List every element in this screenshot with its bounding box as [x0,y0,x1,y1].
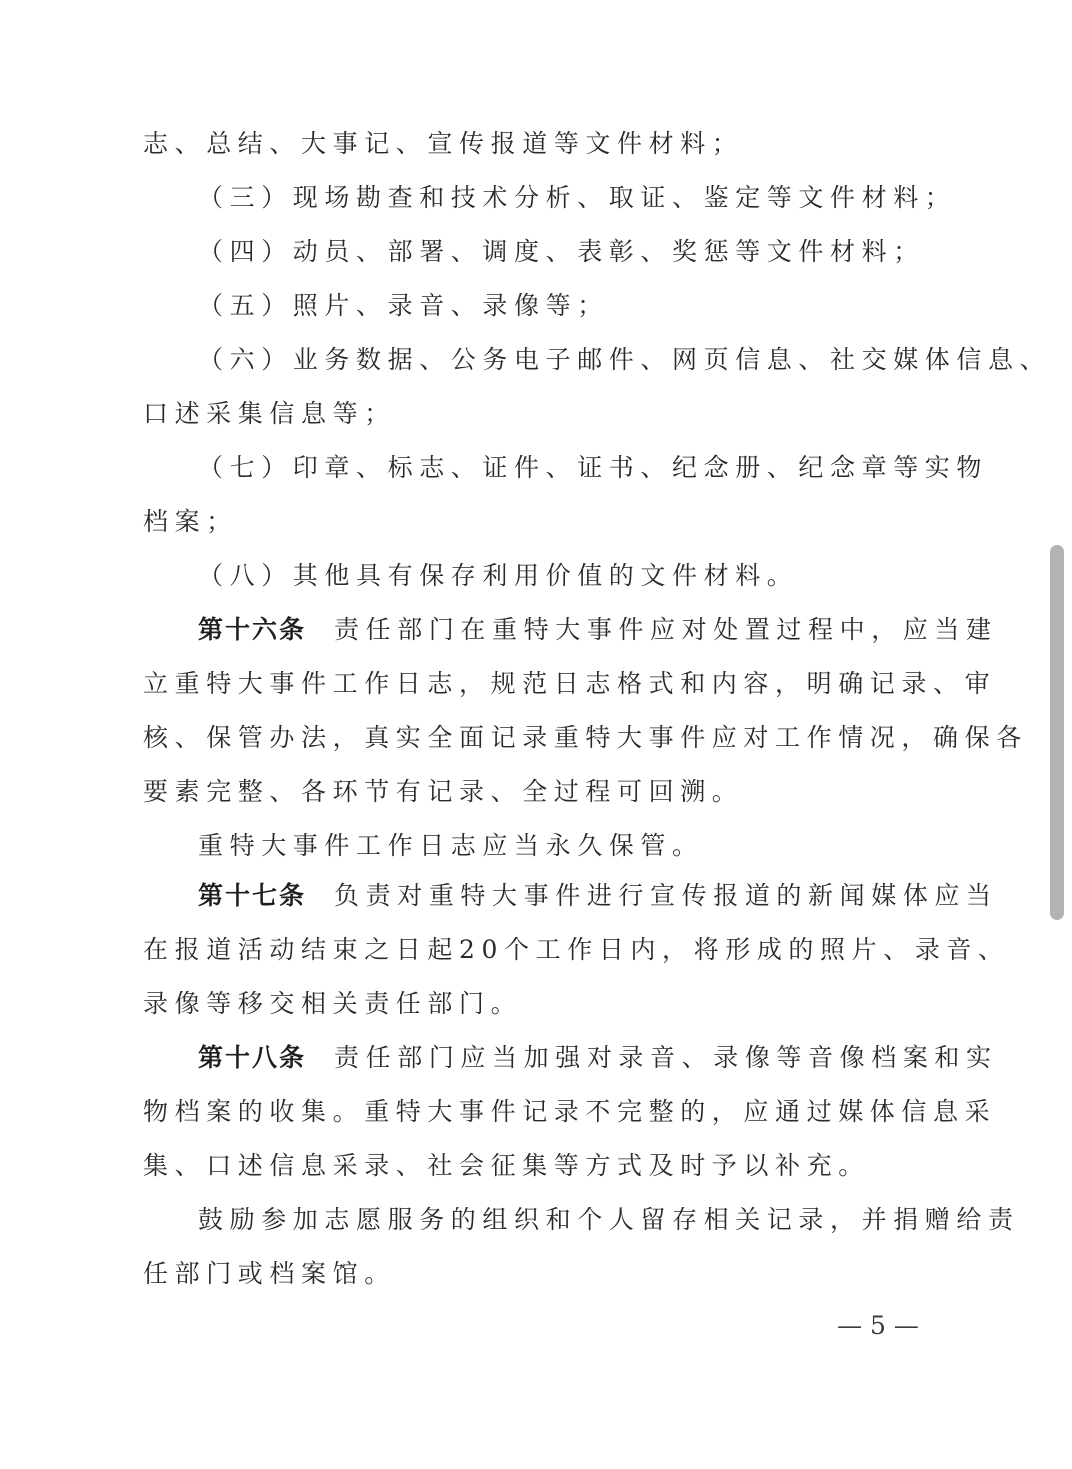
list-item-8: （八）其他具有保存利用价值的文件材料。 [198,561,799,590]
article-16-first-line [198,603,998,657]
article-17-first-line [198,869,998,923]
text-line: 任部门或档案馆。 [143,1259,396,1288]
text-line: 志、总结、大事记、宣传报道等文件材料； [143,129,744,158]
article-16-label: 第十六条 [198,615,307,644]
paragraph-first-line: 重特大事件工作日志应当永久保管。 [198,831,704,860]
article-18-first-line [198,1031,998,1085]
text-line: 立重特大事件工作日志，规范日志格式和内容，明确记录、审 [143,669,997,698]
list-item-7: （七）印章、标志、证件、证书、纪念册、纪念章等实物 [198,453,989,482]
list-item-3: （三）现场勘查和技术分析、取证、鉴定等文件材料； [198,183,957,212]
page-number: — 5 — [837,1311,919,1340]
article-17-text: 负责对重特大事件进行宣传报道的新闻媒体应当 [334,881,998,910]
text-line: 物档案的收集。重特大事件记录不完整的，应通过媒体信息采 [143,1097,997,1126]
text-line: 核、保管办法，真实全面记录重特大事件应对工作情况，确保各 [143,723,1028,752]
article-16-text: 责任部门在重特大事件应对处置过程中，应当建 [334,615,998,644]
text-line: 集、口述信息采录、社会征集等方式及时予以补充。 [143,1151,870,1180]
vertical-scrollbar[interactable] [1050,545,1064,920]
list-item-6: （六）业务数据、公务电子邮件、网页信息、社交媒体信息、 [198,345,1052,374]
list-item-5: （五）照片、录音、录像等； [198,291,609,320]
list-item-4: （四）动员、部署、调度、表彰、奖惩等文件材料； [198,237,925,266]
text-line: 要素完整、各环节有记录、全过程可回溯。 [143,777,744,806]
text-line: 档案； [143,507,238,536]
text-line: 在报道活动结束之日起20个工作日内，将形成的照片、录音、 [143,935,1010,964]
text-line: 录像等移交相关责任部门。 [143,989,523,1018]
text-line: 口述采集信息等； [143,399,396,428]
article-17-label: 第十七条 [198,881,307,910]
article-18-text: 责任部门应当加强对录音、录像等音像档案和实 [334,1043,998,1072]
article-18-label: 第十八条 [198,1043,307,1072]
paragraph-first-line: 鼓励参加志愿服务的组织和个人留存相关记录，并捐赠给责 [198,1205,1020,1234]
